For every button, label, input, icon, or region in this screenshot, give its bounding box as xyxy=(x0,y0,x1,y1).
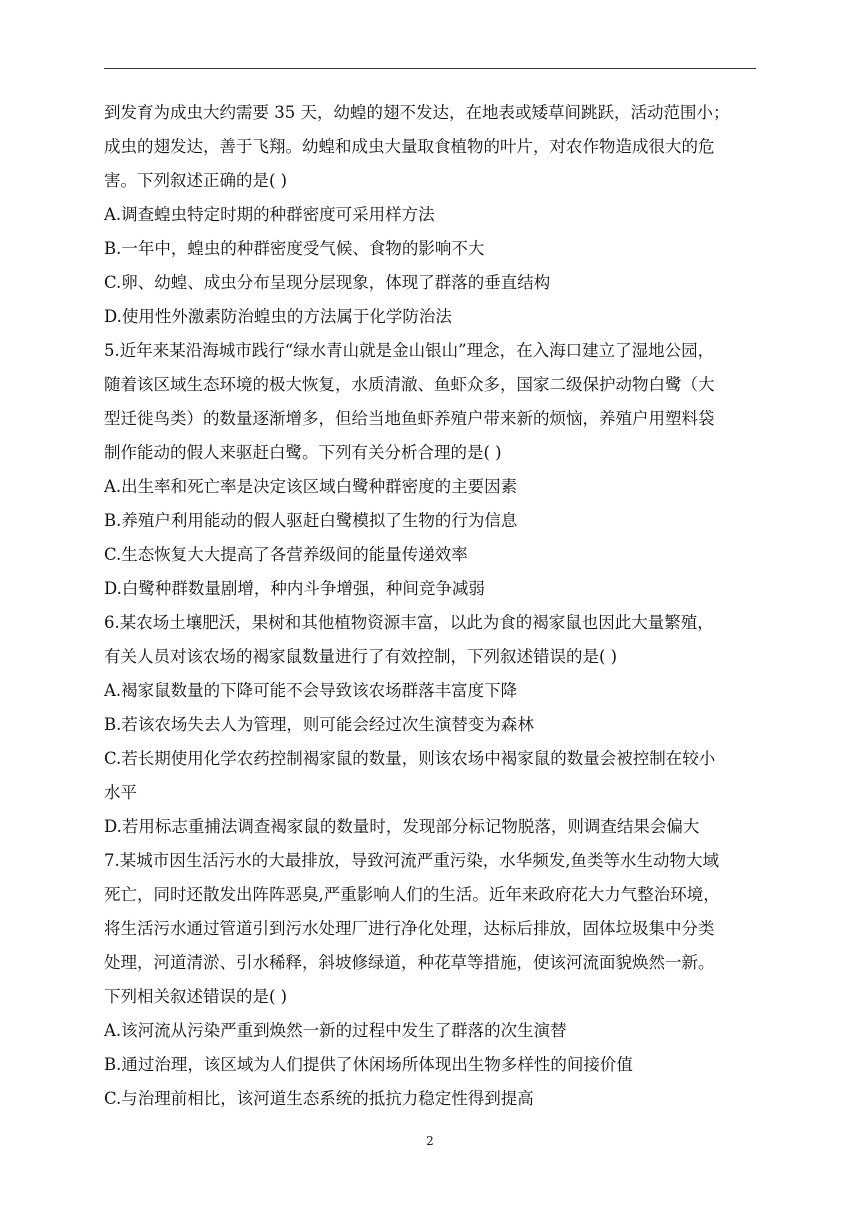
option-a: A.调查蝗虫特定时期的种群密度可采用样方法 xyxy=(104,205,435,224)
header-rule xyxy=(104,68,756,69)
option-d: D.若用标志重捕法调查褐家鼠的数量时，发现部分标记物脱落，则调查结果会偏大 xyxy=(104,817,700,836)
text-line: 型迁徙鸟类）的数量逐渐增多，但给当地鱼虾养殖户带来新的烦恼，养殖户用塑料袋 xyxy=(104,409,715,428)
option-c: C.生态恢复大大提高了各营养级间的能量传递效率 xyxy=(104,545,468,564)
text-line: 随着该区域生态环境的极大恢复，水质清澈、鱼虾众多，国家二级保护动物白鹭（大 xyxy=(104,375,715,394)
option-a: A.出生率和死亡率是决定该区域白鹭种群密度的主要因素 xyxy=(104,477,518,496)
text-line: 下列相关叙述错误的是( ) xyxy=(104,987,288,1006)
option-b: B.通过治理，该区域为人们提供了休闲场所体现出生物多样性的间接价值 xyxy=(104,1055,633,1074)
text-line: 制作能动的假人来驱赶白鹭。下列有关分析合理的是( ) xyxy=(104,443,502,462)
document-body xyxy=(104,96,764,1116)
question-6-stem: 6.某农场土壤肥沃，果树和其他植物资源丰富，以此为食的褐家鼠也因此大量繁殖， xyxy=(104,613,714,632)
option-b: B.养殖户利用能动的假人驱赶白鹭模拟了生物的行为信息 xyxy=(104,511,518,530)
text-line: 将生活污水通过管道引到污水处理厂进行净化处理，达标后排放，固体垃圾集中分类 xyxy=(104,919,715,938)
option-d: D.白鹭种群数量剧增，种内斗争增强，种间竞争减弱 xyxy=(104,579,485,598)
option-d: D.使用性外激素防治蝗虫的方法属于化学防治法 xyxy=(104,307,452,326)
text-line: 到发育为成虫大约需要 35 天，幼蝗的翅不发达，在地表或矮草间跳跃，活动范围小； xyxy=(104,103,730,122)
page-number: 2 xyxy=(426,1134,434,1148)
text-line: 死亡，同时还散发出阵阵恶臭,严重影响人们的生活。近年来政府花大力气整治环境， xyxy=(104,885,720,904)
option-a: A.褐家鼠数量的下降可能不会导致该农场群落丰富度下降 xyxy=(104,681,518,700)
question-stem-end: 害。下列叙述正确的是( ) xyxy=(104,171,288,190)
option-c: C.与治理前相比，该河道生态系统的抵抗力稳定性得到提高 xyxy=(104,1089,534,1108)
option-c: C.卵、幼蝗、成虫分布呈现分层现象，体现了群落的垂直结构 xyxy=(104,273,551,292)
question-7-stem: 7.某城市因生活污水的大最排放，导致河流严重污染，水华频发,鱼类等水生动物大域 xyxy=(104,851,719,870)
option-c: C.若长期使用化学农药控制褐家鼠的数量，则该农场中褐家鼠的数量会被控制在较小 xyxy=(104,749,716,768)
text-line: 处理，河道清淤、引水稀释，斜坡修绿道，种花草等措施，使该河流面貌焕然一新。 xyxy=(104,953,715,972)
text-line: 有关人员对该农场的褐家鼠数量进行了有效控制，下列叙述错误的是( ) xyxy=(104,647,618,666)
question-5-stem: 5.近年来某沿海城市践行“绿水青山就是金山银山”理念，在入海口建立了湿地公园， xyxy=(104,341,715,360)
option-b: B.一年中，蝗虫的种群密度受气候、食物的影响不大 xyxy=(104,239,485,258)
option-a: A.该河流从污染严重到焕然一新的过程中发生了群落的次生演替 xyxy=(104,1021,567,1040)
option-b: B.若该农场失去人为管理，则可能会经过次生演替变为森林 xyxy=(104,715,534,734)
text-line: 成虫的翅发达，善于飞翔。幼蝗和成虫大量取食植物的叶片，对农作物造成很大的危 xyxy=(104,137,715,156)
text-line: 水平 xyxy=(104,783,137,802)
